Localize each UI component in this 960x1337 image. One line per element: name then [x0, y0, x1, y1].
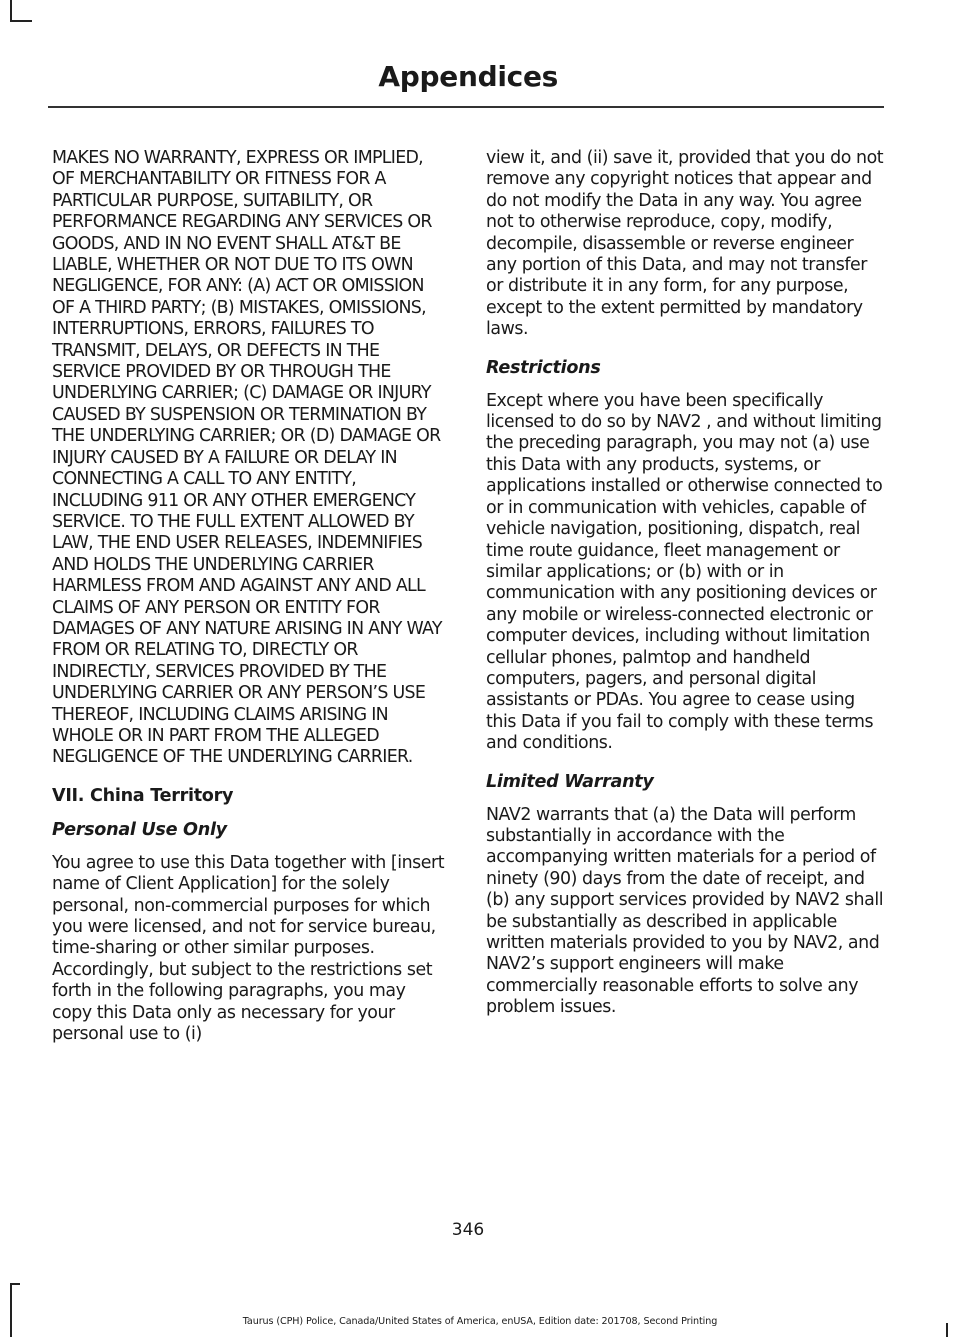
crop-mark-top-left-horizontal	[10, 20, 32, 22]
personal-use-paragraph: You agree to use this Data together with [insert name of Client Application] for the solely personal, non-commercial purposes for which you were licensed, and not for service bureau, time-sharing or other similar purposes. Accordingly, but subject to the restrictions set forth in the following paragraphs, you may copy this Data only as necessary for your personal use to (i)	[52, 852, 445, 1045]
page-number: 346	[451, 1220, 485, 1240]
warranty-disclaimer-paragraph: MAKES NO WARRANTY, EXPRESS OR IMPLIED, OF MERCHANTABILITY OR FITNESS FOR A PARTICULAR PURPOSE, SUITABILITY, OR PERFORMANCE REGARDING ANY SERVICES OR GOODS, AND IN NO EVENT SHALL AT&T BE LIABLE, WHETHER OR NOT DUE TO ITS OWN NEGLIGENCE, FOR ANY: (A) ACT OR OMISSION OF A THIRD PARTY; (B) MISTAKES, OMISSIONS, INTERRUPTIONS, ERRORS, FAILURES TO TRANSMIT, DELAYS, OR DEFECTS IN THE SERVICE PROVIDED BY OR THROUGH THE UNDERLYING CARRIER; (C) DAMAGE OR INJURY CAUSED BY SUSPENSION OR TERMINATION BY THE UNDERLYING CARRIER; OR (D) DAMAGE OR INJURY CAUSED BY A FAILURE OR DELAY IN CONNECTING A CALL TO ANY ENTITY, INCLUDING 911 OR ANY OTHER EMERGENCY SERVICE. TO THE FULL EXTENT ALLOWED BY LAW, THE END USER RELEASES, INDEMNIFIES AND HOLDS THE UNDERLYING CARRIER HARMLESS FROM AND AGAINST ANY AND ALL CLAIMS OF ANY PERSON OR ENTITY FOR DAMAGES OF ANY NATURE ARISING IN ANY WAY FROM OR RELATING TO, DIRECTLY OR INDIRECTLY, SERVICES PROVIDED BY THE UNDERLYING CARRIER OR ANY PERSON’S USE THEREOF, INCLUDING CLAIMS ARISING IN WHOLE OR IN PART FROM THE ALLEGED NEGLIGENCE OF THE UNDERLYING CARRIER.	[52, 148, 442, 768]
crop-mark-bottom-left-vertical	[10, 1283, 12, 1337]
crop-mark-top-left-vertical	[10, 0, 12, 22]
header-divider	[48, 106, 884, 108]
page-title: Appendices	[378, 60, 558, 93]
section-heading-china-territory: VII. China Territory	[52, 785, 234, 806]
crop-mark-bottom-left-horizontal	[10, 1283, 20, 1285]
copy-terms-paragraph: view it, and (ii) save it, provided that you do not remove any copyright notices that appear and do not modify the Data in any way. You agree not to otherwise reproduce, copy, modify, decompile, disassemble or reverse engineer any portion of this Data, and may not transfer or distribute it in any form, for any purpose, except to the extent permitted by mandatory laws.	[486, 148, 884, 340]
subheading-restrictions: Restrictions	[486, 357, 601, 378]
left-column	[52, 148, 450, 1061]
subheading-limited-warranty: Limited Warranty	[486, 771, 654, 792]
subheading-personal-use-only: Personal Use Only	[52, 819, 227, 840]
limited-warranty-paragraph: NAV2 warrants that (a) the Data will perform substantially in accordance with the accompanying written materials for a period of ninety (90) days from the date of receipt, and (b) any support services provided by NAV2 shall be substantially as described in applicable written materials provided to you by NAV2, and NAV2’s support engineers will make commercially reasonable efforts to solve any problem issues.	[486, 804, 884, 1018]
footer-edition-info: Taurus (CPH) Police, Canada/United States of America, enUSA, Edition date: 201708, Second Printing	[242, 1316, 718, 1327]
right-column	[486, 148, 884, 1035]
restrictions-paragraph: Except where you have been specifically licensed to do so by NAV2 , and without limiting the preceding paragraph, you may not (a) use this Data with any products, systems, or applications installed or otherwise connected to or in communication with vehicles, capable of vehicle navigation, positioning, dispatch, real time route guidance, fleet management or similar applications; or (b) with or in communication with any positioning devices or any mobile or wireless-connected electronic or computer devices, including without limitation cellular phones, palmtop and handheld computers, pagers, and personal digital assistants or PDAs. You agree to cease using this Data if you fail to comply with these terms and conditions.	[486, 390, 883, 754]
